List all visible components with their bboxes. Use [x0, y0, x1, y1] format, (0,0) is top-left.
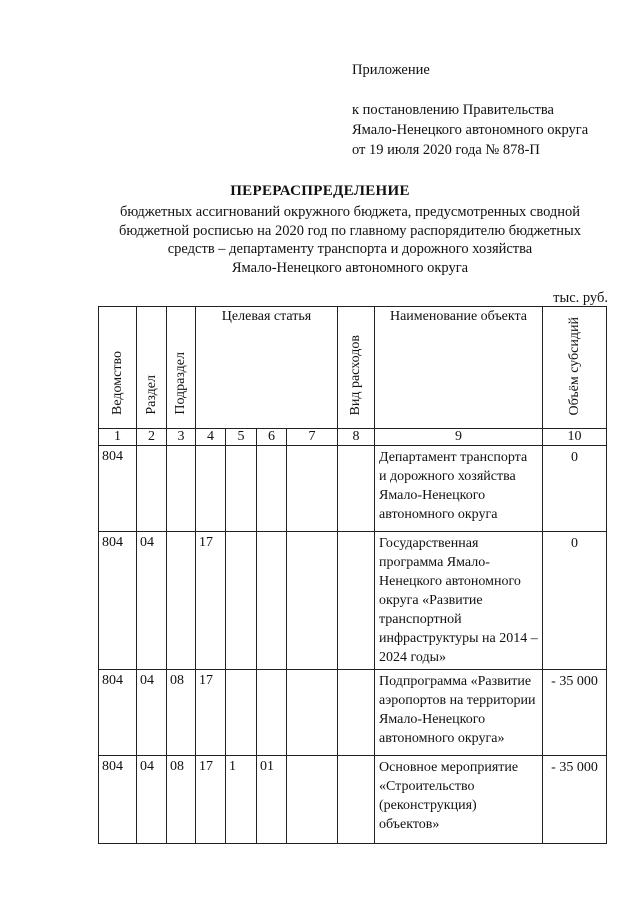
cell-amount: 0	[543, 532, 607, 670]
redistribution-table	[98, 306, 607, 844]
header-name: Наименование объекта	[375, 307, 543, 429]
cell-celevaya-4	[287, 532, 338, 670]
col-number: 1	[99, 429, 137, 446]
cell-celevaya-3	[257, 446, 287, 532]
header-volume: Объём субсидий	[543, 307, 607, 429]
units-label: тыс. руб.	[553, 290, 608, 306]
cell-razdel	[137, 446, 167, 532]
subtitle-line-2: бюджетной росписью на 2020 год по главному распорядителю бюджетных	[118, 222, 582, 239]
header-podrazdel: Подраздел	[167, 307, 196, 429]
cell-celevaya-2	[226, 670, 257, 756]
cell-vid	[338, 756, 375, 844]
col-number: 5	[226, 429, 257, 446]
cell-amount: 0	[543, 446, 607, 532]
cell-name: Департамент транспорта и дорожного хозяйства Ямало-Ненецкого автономного округа	[375, 446, 543, 532]
cell-vedomstvo: 804	[99, 756, 137, 844]
document-title: ПЕРЕРАСПРЕДЕЛЕНИЕ	[230, 183, 410, 199]
col-number: 8	[338, 429, 375, 446]
header-razdel: Раздел	[137, 307, 167, 429]
col-number: 3	[167, 429, 196, 446]
cell-celevaya-4	[287, 670, 338, 756]
cell-razdel: 04	[137, 756, 167, 844]
cell-podrazdel: 08	[167, 756, 196, 844]
cell-celevaya-3: 01	[257, 756, 287, 844]
cell-celevaya-2: 1	[226, 756, 257, 844]
cell-celevaya-3	[257, 670, 287, 756]
col-number: 7	[287, 429, 338, 446]
cell-vedomstvo: 804	[99, 670, 137, 756]
table-header-row	[99, 307, 607, 429]
table-row	[99, 532, 607, 670]
cell-amount: - 35 000	[543, 670, 607, 756]
cell-amount: - 35 000	[543, 756, 607, 844]
table-row	[99, 756, 607, 844]
col-number: 6	[257, 429, 287, 446]
column-numbers-row	[99, 429, 607, 446]
appendix-region: Ямало-Ненецкого автономного округа	[352, 122, 589, 138]
appendix-decree: к постановлению Правительства	[352, 102, 554, 118]
cell-vid	[338, 446, 375, 532]
cell-celevaya-2	[226, 532, 257, 670]
cell-name: Государственная программа Ямало-Ненецкого автономного округа «Развитие транспортной инфраструктуры на 2014 – 2024 годы»	[375, 532, 543, 670]
subtitle-line-3: средств – департаменту транспорта и дорожного хозяйства	[167, 241, 533, 257]
cell-name: Подпрограмма «Развитие аэропортов на территории Ямало-Ненецкого автономного округа»	[375, 670, 543, 756]
cell-name: Основное мероприятие «Строительство (реконструкция) объектов»	[375, 756, 543, 844]
cell-celevaya-1: 17	[196, 670, 226, 756]
cell-razdel: 04	[137, 532, 167, 670]
col-number: 9	[375, 429, 543, 446]
cell-celevaya-1: 17	[196, 756, 226, 844]
cell-vid	[338, 532, 375, 670]
table-row	[99, 446, 607, 532]
document-subtitle	[95, 203, 605, 277]
cell-razdel: 04	[137, 670, 167, 756]
cell-podrazdel	[167, 532, 196, 670]
cell-vid	[338, 670, 375, 756]
col-number: 4	[196, 429, 226, 446]
cell-podrazdel	[167, 446, 196, 532]
subtitle-line-4: Ямало-Ненецкого автономного округа	[231, 259, 469, 276]
cell-vedomstvo: 804	[99, 532, 137, 670]
table-row	[99, 670, 607, 756]
col-number: 2	[137, 429, 167, 446]
header-vedomstvo: Ведомство	[99, 307, 137, 429]
cell-celevaya-1: 17	[196, 532, 226, 670]
appendix-block	[352, 60, 588, 160]
appendix-date: от 19 июля 2020 года № 878-П	[352, 142, 540, 158]
subtitle-line-1: бюджетных ассигнований окружного бюджета, предусмотренных сводной	[119, 204, 581, 220]
col-number: 10	[543, 429, 607, 446]
appendix-label: Приложение	[352, 62, 430, 78]
header-vid: Вид расходов	[338, 307, 375, 429]
header-celevaya: Целевая статья	[196, 307, 338, 429]
cell-celevaya-1	[196, 446, 226, 532]
cell-celevaya-4	[287, 756, 338, 844]
cell-celevaya-4	[287, 446, 338, 532]
cell-podrazdel: 08	[167, 670, 196, 756]
cell-vedomstvo: 804	[99, 446, 137, 532]
cell-celevaya-3	[257, 532, 287, 670]
cell-celevaya-2	[226, 446, 257, 532]
